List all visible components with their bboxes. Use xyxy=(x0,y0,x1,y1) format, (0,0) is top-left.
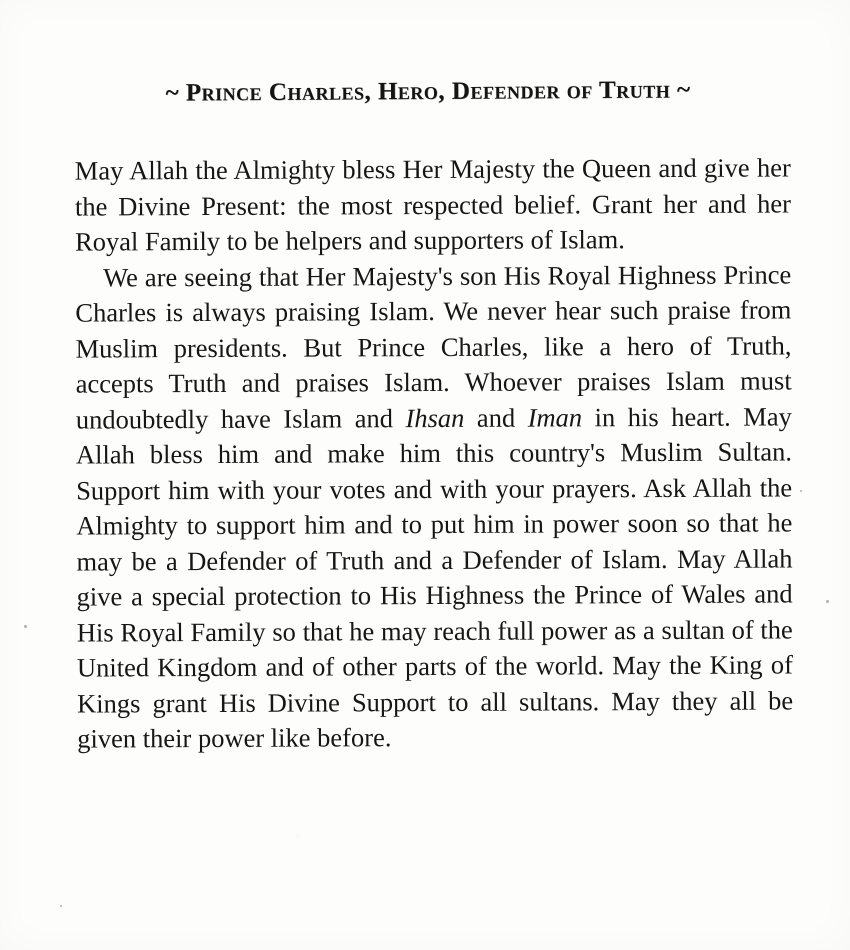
paragraph-2-part-1: We are seeing that Her Majesty's son His Royal Highness Prince Charles is always praising Islam. We never hear such praise from Muslim presidents. But Prince Charles, like a hero of Truth, accepts Truth and praises Islam. Whoever praises Islam must undoubtedly have Islam and xyxy=(75,258,792,435)
scan-speckle xyxy=(826,600,829,603)
italic-term-iman: Iman xyxy=(527,401,583,433)
page-title: ~ Prince Charles, Hero, Defender of Truth ~ xyxy=(165,76,691,107)
scan-speckle xyxy=(60,905,62,907)
scan-speckle xyxy=(800,490,802,492)
paragraph-1: May Allah the Almighty bless Her Majesty the Queen and give her the Divine Present: the most respected belief. Grant her and her Royal Family to be helpers and supporters of Islam. xyxy=(74,152,791,257)
paragraph-2-part-2: and xyxy=(464,402,528,433)
paragraph-2-part-3: in his heart. May Allah bless him and make him this country's Muslim Sultan. Support him with your votes and with your prayers. Ask Allah the Almighty to support him and to put him in power soon so that he may be a Defender of Truth and a Defender of Islam. May Allah give a special protection to His Highness the Prince of Wales and His Royal Family so that he may reach full power as a sultan of the United Kingdom and of other parts of the world. May the King of Kings grant His Divine Support to all sultans. May they all be given their power like before. xyxy=(75,400,794,754)
italic-term-ihsan: Ihsan xyxy=(405,402,465,433)
paragraph-2 xyxy=(75,257,793,757)
scan-speckle xyxy=(24,625,27,628)
document-body xyxy=(75,150,794,757)
